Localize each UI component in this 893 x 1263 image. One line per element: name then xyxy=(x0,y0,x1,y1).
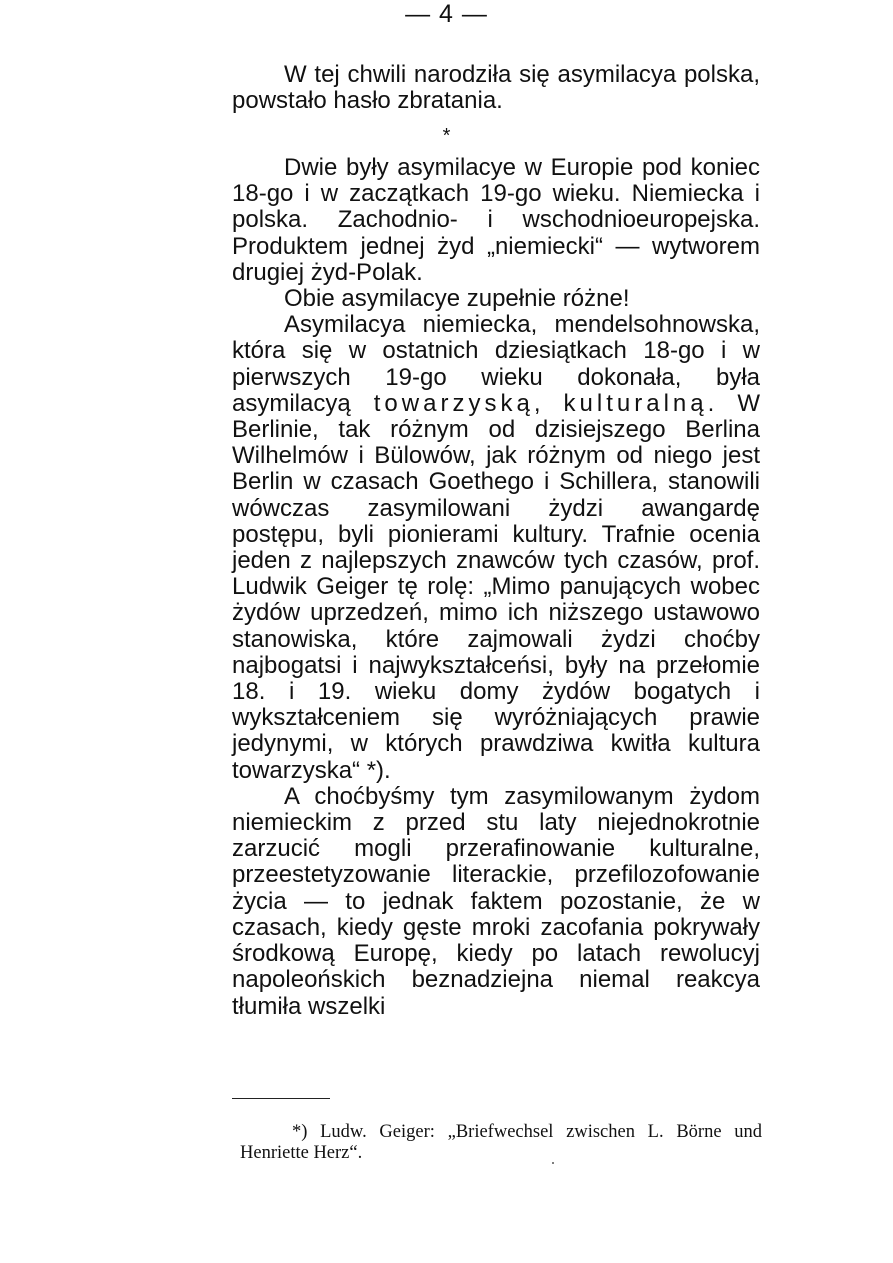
emphasis-cultural: kulturalną xyxy=(563,389,708,417)
asterisk-separator: * xyxy=(442,125,451,147)
page-number: — 4 — xyxy=(405,0,488,28)
emphasis-social: towarzyską xyxy=(373,389,534,417)
paragraph-even-if: A choćbyśmy tym zasymilowanym żydom niemieckim z przed stu laty niejednokrotnie zarzucić mogli przerafinowanie kulturalne, przeestetyzowanie literackie, przefilozofowanie życia — to jednak faktem pozostanie, że w czasach, kiedy gęste mroki zacofania pokrywały środkową Europę, kiedy po latach rewolucyj napoleońskich beznadziejna niemal reakcya tłumiła wszelki xyxy=(232,782,760,1020)
print-speck xyxy=(552,1162,554,1164)
paragraph-german-assimilation xyxy=(232,312,760,784)
paragraph-different: Obie asymilacye zupełnie różne! xyxy=(284,285,630,313)
main-text-block xyxy=(232,155,760,1020)
opening-paragraph: W tej chwili narodziła się asymilacya polska, powstało hasło zbratania. xyxy=(232,61,760,115)
emphasis-separator: , xyxy=(533,389,564,417)
opening-block xyxy=(232,62,760,114)
footnote-divider xyxy=(232,1098,330,1099)
paragraph-two-assimilations: Dwie były asymilacye w Europie pod koniec 18-go i w zaczątkach 19-go wieku. Niemiecka i polska. Zachodnio- i wschodnioeuropejska. Produktem jednej żyd „niemiecki“ — wytworem drugiej żyd-Polak. xyxy=(232,154,760,286)
paragraph-german-start: Asymilacya niemiecka, mendelsohnowska, która się w ostatnich dziesiątkach 18-go i w pierwszych 19-go wieku dokonała, była asymilacyą xyxy=(232,311,760,417)
footnote-text: *) Ludw. Geiger: „Briefwechsel zwischen L. Börne und Henriette Herz“. xyxy=(240,1121,762,1163)
paragraph-german-rest: . W Berlinie, tak różnym od dzisiejszego Berlina Wilhelmów i Bülowów, jak różnym od niego jest Berlin w czasach Goethego i Schillera, stanowili wówczas zasymilowani żydzi awangardę postępu, byli pionierami kultury. Trafnie ocenia jeden z najlepszych znawców tych czasów, prof. Ludwik Geiger tę rolę: „Mimo panujących wobec żydów uprzedzeń, mimo ich niższego ustawowo stanowiska, które zajmowali żydzi choćby najbogatsi i najwykształceńsi, były na przełomie 18. i 19. wieku domy żydów bogatych i wykształceniem się wyróżniających prawie jedynymi, w których prawdziwa kwitła kultura towarzyska“ *). xyxy=(232,389,760,784)
